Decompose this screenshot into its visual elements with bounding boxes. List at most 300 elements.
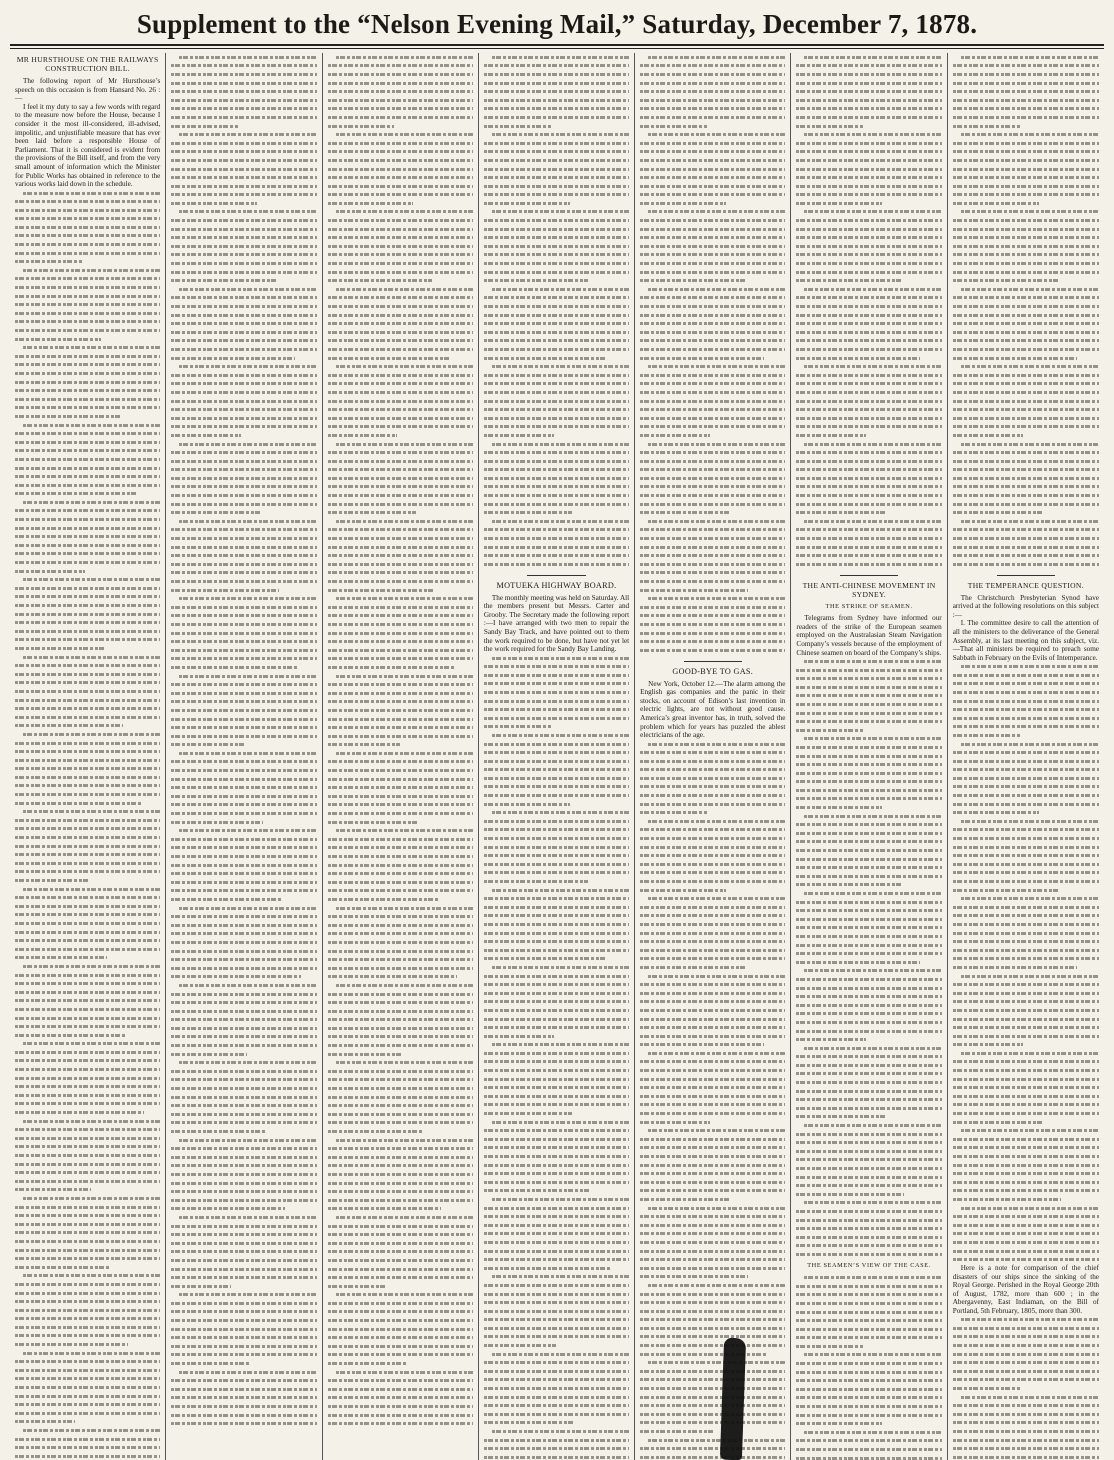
text-line [953, 826, 1099, 835]
text-line [484, 62, 629, 71]
text-line [171, 500, 316, 509]
text-line [953, 766, 1099, 775]
text-line [15, 1151, 160, 1160]
text-line [484, 431, 629, 440]
text-line [796, 1053, 941, 1062]
text-line [796, 1437, 941, 1446]
text-line [953, 440, 1099, 449]
column-2 [166, 53, 322, 1460]
text-line [171, 844, 316, 853]
text-line [796, 551, 941, 560]
text-line [171, 139, 316, 148]
text-line [328, 1230, 473, 1239]
text-line [15, 550, 160, 559]
text-line [953, 1316, 1099, 1325]
text-line [171, 672, 316, 681]
text-line [171, 560, 316, 569]
text-line [171, 577, 316, 586]
ink-blot [720, 1338, 746, 1460]
text-line [953, 1427, 1099, 1436]
text-line [328, 1359, 473, 1368]
text-line [171, 1084, 316, 1093]
text-line [796, 1061, 941, 1070]
filler-text [953, 1316, 1099, 1460]
text-line [640, 1212, 785, 1221]
text-line [15, 842, 160, 851]
filler-text-short [796, 53, 941, 569]
text-line [640, 1135, 785, 1144]
text-line [796, 752, 941, 761]
text-line [953, 1419, 1099, 1428]
text-line [640, 508, 785, 517]
text-line [484, 491, 629, 500]
text-line [484, 457, 629, 466]
text-line [796, 105, 941, 114]
text-line [796, 448, 941, 457]
text-line [640, 646, 785, 655]
text-line [484, 1178, 629, 1187]
text-line [15, 1409, 160, 1418]
text-line [640, 1221, 785, 1230]
text-line [640, 543, 785, 552]
text-line [328, 1084, 473, 1093]
text-line [953, 208, 1099, 217]
text-line [15, 773, 160, 782]
text-line [796, 276, 941, 285]
text-line [484, 1255, 629, 1264]
text-line [15, 1194, 160, 1203]
text-line [328, 113, 473, 122]
text-line [171, 981, 316, 990]
text-line [171, 173, 316, 182]
text-line [328, 414, 473, 423]
text-line [796, 380, 941, 389]
text-line [796, 915, 941, 924]
text-line [953, 1221, 1099, 1230]
text-line [640, 912, 785, 921]
text-line [171, 1282, 316, 1291]
text-line [15, 644, 160, 653]
text-line [171, 302, 316, 311]
text-line [953, 79, 1099, 88]
text-line [953, 517, 1099, 526]
text-line [484, 79, 629, 88]
text-line [171, 1058, 316, 1067]
text-line [796, 1299, 941, 1308]
text-line [328, 698, 473, 707]
text-line [328, 732, 473, 741]
text-line [328, 1351, 473, 1360]
text-line [484, 1195, 629, 1204]
text-line [953, 466, 1099, 475]
text-line [15, 1065, 160, 1074]
text-line [796, 1273, 941, 1282]
text-line [640, 1101, 785, 1110]
text-line [171, 990, 316, 999]
text-line [796, 182, 941, 191]
text-line [15, 1040, 160, 1049]
text-line [15, 292, 160, 301]
text-line [484, 989, 629, 998]
text-line [15, 1229, 160, 1238]
text-line [484, 1187, 629, 1196]
text-line [953, 560, 1099, 569]
text-line [484, 1092, 629, 1101]
text-line [640, 594, 785, 603]
text-line [640, 139, 785, 148]
text-line [15, 1022, 160, 1031]
text-line [15, 997, 160, 1006]
text-line [171, 603, 316, 612]
text-line [953, 285, 1099, 294]
text-line [796, 1445, 941, 1454]
text-line [953, 955, 1099, 964]
text-line [640, 1204, 785, 1213]
text-line [796, 130, 941, 139]
text-line [640, 483, 785, 492]
text-line [171, 826, 316, 835]
text-line [171, 1179, 316, 1188]
text-line [953, 1393, 1099, 1402]
text-line [15, 730, 160, 739]
text-line [15, 1375, 160, 1384]
text-line [640, 1118, 785, 1127]
text-line [328, 973, 473, 982]
text-line [796, 786, 941, 795]
text-line [15, 206, 160, 215]
text-line [796, 1121, 941, 1130]
text-line [15, 1091, 160, 1100]
text-line [328, 1308, 473, 1317]
text-line [328, 577, 473, 586]
text-line [328, 371, 473, 380]
text-line [953, 543, 1099, 552]
text-line [328, 1256, 473, 1265]
text-line [171, 1402, 316, 1411]
text-line [328, 1265, 473, 1274]
text-line [640, 963, 785, 972]
text-line [953, 1384, 1099, 1393]
text-line [484, 148, 629, 157]
text-line [328, 947, 473, 956]
text-line [796, 726, 941, 735]
text-line [484, 1367, 629, 1376]
text-line [171, 1265, 316, 1274]
text-line [171, 775, 316, 784]
text-line [171, 457, 316, 466]
text-line [171, 835, 316, 844]
text-line [640, 560, 785, 569]
text-line [15, 309, 160, 318]
text-line [640, 569, 785, 578]
text-line [484, 526, 629, 535]
text-line [484, 697, 629, 706]
text-line [328, 861, 473, 870]
text-line [328, 1101, 473, 1110]
text-line [796, 855, 941, 864]
text-line [640, 843, 785, 852]
text-line [15, 1203, 160, 1212]
text-line [640, 783, 785, 792]
text-line [796, 53, 941, 62]
text-line [484, 440, 629, 449]
text-line [171, 448, 316, 457]
text-line [171, 1101, 316, 1110]
text-line [484, 474, 629, 483]
text-line [484, 1290, 629, 1299]
text-line [171, 431, 316, 440]
text-line [171, 938, 316, 947]
text-line [796, 242, 941, 251]
text-line [953, 731, 1099, 740]
text-line [640, 311, 785, 320]
text-line [640, 1049, 785, 1058]
text-line [171, 1308, 316, 1317]
text-line [953, 500, 1099, 509]
text-line [796, 1359, 941, 1368]
text-line [796, 812, 941, 821]
text-line [640, 345, 785, 354]
text-line [640, 191, 785, 200]
text-line [328, 173, 473, 182]
text-line [328, 655, 473, 664]
text-line [484, 1144, 629, 1153]
text-line [15, 584, 160, 593]
text-line [15, 369, 160, 378]
text-line [328, 122, 473, 131]
text-line [171, 388, 316, 397]
text-line [328, 302, 473, 311]
text-line [796, 984, 941, 993]
text-line [484, 1384, 629, 1393]
text-line [640, 740, 785, 749]
text-line [15, 722, 160, 731]
text-line [328, 182, 473, 191]
text-line [171, 319, 316, 328]
text-line [15, 1168, 160, 1177]
text-line [484, 1006, 629, 1015]
text-line [953, 972, 1099, 981]
text-line [953, 1341, 1099, 1350]
text-line [15, 1297, 160, 1306]
text-line [640, 122, 785, 131]
text-line [171, 414, 316, 423]
text-line [15, 524, 160, 533]
text-line [171, 285, 316, 294]
text-line [171, 268, 316, 277]
text-line [953, 1255, 1099, 1264]
text-line [328, 998, 473, 1007]
text-line [171, 964, 316, 973]
text-line [15, 713, 160, 722]
text-line [796, 1199, 941, 1208]
text-line [796, 1242, 941, 1251]
text-line [953, 705, 1099, 714]
text-line [171, 1376, 316, 1385]
text-line [171, 405, 316, 414]
railway-intro: The following report of Mr Hursthouse’s speech on this occasion is from Hansard No. 26 :— [15, 77, 161, 103]
text-line [640, 105, 785, 114]
text-line [171, 912, 316, 921]
text-line [953, 903, 1099, 912]
text-line [640, 337, 785, 346]
text-line [328, 1162, 473, 1171]
text-line [171, 182, 316, 191]
text-line [328, 741, 473, 750]
text-line [640, 173, 785, 182]
text-line [328, 1316, 473, 1325]
text-line [484, 388, 629, 397]
text-line [796, 1190, 941, 1199]
text-line [171, 130, 316, 139]
text-line [328, 380, 473, 389]
text-line [484, 1118, 629, 1127]
text-line [484, 1358, 629, 1367]
text-line [328, 208, 473, 217]
text-line [640, 1041, 785, 1050]
text-line [953, 1333, 1099, 1342]
text-line [953, 1444, 1099, 1453]
text-line [328, 818, 473, 827]
text-line [796, 440, 941, 449]
text-line [796, 1233, 941, 1242]
text-line [484, 328, 629, 337]
text-line [953, 817, 1099, 826]
text-line [171, 612, 316, 621]
text-line [15, 1082, 160, 1091]
text-line [171, 96, 316, 105]
text-line [953, 474, 1099, 483]
text-line [171, 998, 316, 1007]
text-line [640, 1238, 785, 1247]
text-line [640, 319, 785, 328]
text-line [15, 541, 160, 550]
text-line [484, 371, 629, 380]
text-line [171, 1110, 316, 1119]
text-line [796, 225, 941, 234]
text-line [484, 1204, 629, 1213]
filler-text-short [953, 53, 1099, 569]
text-line [796, 683, 941, 692]
text-line [328, 388, 473, 397]
text-line [15, 326, 160, 335]
text-line [328, 53, 473, 62]
text-line [640, 1092, 785, 1101]
text-line [15, 240, 160, 249]
text-line [953, 233, 1099, 242]
filler-text-medium [796, 657, 941, 1259]
text-line [15, 1246, 160, 1255]
text-line [328, 775, 473, 784]
text-line [328, 586, 473, 595]
text-line [171, 483, 316, 492]
text-line [640, 1324, 785, 1333]
text-line [640, 1444, 785, 1453]
text-line [796, 949, 941, 958]
text-line [796, 251, 941, 260]
text-line [640, 1281, 785, 1290]
text-line [484, 560, 629, 569]
text-line [171, 809, 316, 818]
text-line [171, 371, 316, 380]
text-line [484, 302, 629, 311]
text-line [796, 958, 941, 967]
text-line [953, 740, 1099, 749]
text-line [15, 850, 160, 859]
text-line [796, 743, 941, 752]
text-line [171, 1213, 316, 1222]
text-line [328, 801, 473, 810]
text-line [484, 869, 629, 878]
text-line [15, 679, 160, 688]
text-line [171, 105, 316, 114]
text-line [796, 474, 941, 483]
text-line [171, 345, 316, 354]
text-line [484, 397, 629, 406]
text-line [171, 199, 316, 208]
text-line [953, 877, 1099, 886]
text-line [953, 1410, 1099, 1419]
text-line [953, 294, 1099, 303]
text-line [484, 912, 629, 921]
text-line [171, 1359, 316, 1368]
text-line [796, 388, 941, 397]
text-line [484, 748, 629, 757]
text-line [796, 543, 941, 552]
text-line [171, 551, 316, 560]
text-line [171, 895, 316, 904]
text-line [953, 1032, 1099, 1041]
text-line [15, 653, 160, 662]
text-line [15, 361, 160, 370]
text-line [15, 1435, 160, 1444]
text-line [15, 438, 160, 447]
railway-p1: I feel it my duty to say a few words with regard to the measure now before the House, because I consider it the most ill-considered, ill-advised, impolitic, and unjustifiable measure that has ever been laid before a responsible House of Parliament. That it is considered is evident from the provisions of the Bill itself, and from the very small amount of information which the Minister for Public Works has obtained in reference to the various works laid down in the schedule. [15, 102, 161, 189]
text-line [15, 335, 160, 344]
text-line [796, 466, 941, 475]
text-line [171, 440, 316, 449]
text-line [796, 1385, 941, 1394]
text-line [15, 575, 160, 584]
antichinese-subheading: THE STRIKE OF SEAMEN. [825, 602, 913, 610]
text-line [484, 808, 629, 817]
text-line [328, 1273, 473, 1282]
text-line [796, 337, 941, 346]
text-line [15, 189, 160, 198]
text-line [640, 946, 785, 955]
text-line [484, 774, 629, 783]
text-line [328, 1248, 473, 1257]
text-line [484, 122, 629, 131]
text-line [796, 1113, 941, 1122]
text-line [328, 397, 473, 406]
text-line [640, 869, 785, 878]
text-line [953, 388, 1099, 397]
text-line [796, 1411, 941, 1420]
text-line [171, 663, 316, 672]
text-line [953, 96, 1099, 105]
text-line [484, 1083, 629, 1092]
text-line [640, 216, 785, 225]
text-line [328, 70, 473, 79]
text-line [171, 122, 316, 131]
gas-p1: New York, October 12.—The alarm among the English gas companies and the panic in their stocks, on account of Edison’s last invention in electric lights, are not without good cause. America’s great inventor has, in truth, solved the problem which for years has puzzled the ablest electricians of the age. [640, 679, 786, 740]
text-line [640, 1075, 785, 1084]
text-line [953, 191, 1099, 200]
text-line [15, 1108, 160, 1117]
text-line [15, 223, 160, 232]
text-line [328, 1376, 473, 1385]
